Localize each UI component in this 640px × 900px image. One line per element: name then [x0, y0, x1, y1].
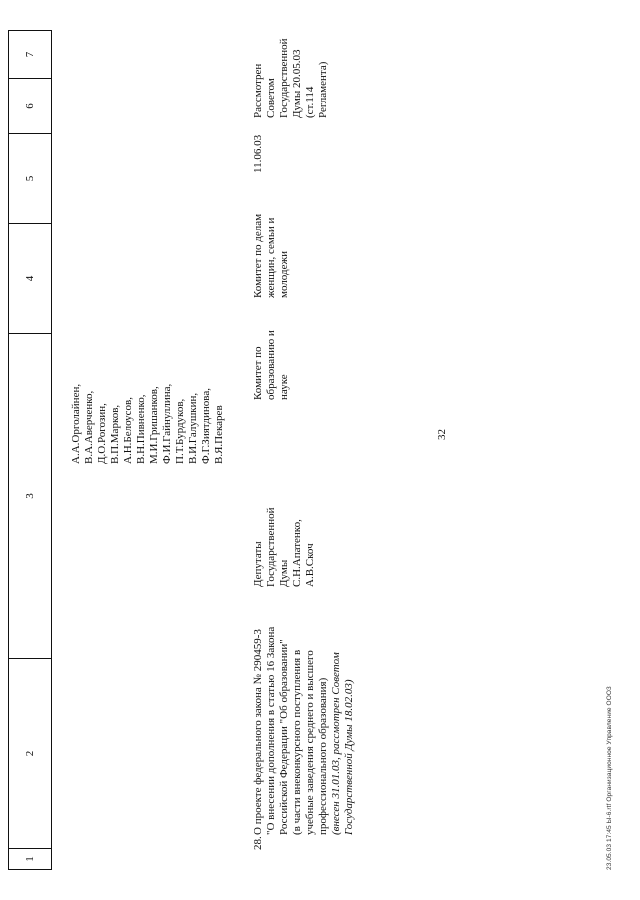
bill-authors: Депутаты Государственной Думы С.Н.Апатенко, А.В.Скоч [252, 507, 316, 587]
column-header-5: 5 [9, 134, 51, 224]
footer-stamp: 23.05.03 17:45 Ы-6.rtf Организационное Управление ООО3 [606, 686, 613, 870]
column-header-7: 7 [9, 31, 51, 79]
column-header-3: 3 [9, 334, 51, 659]
consideration-date: 11.06.03 [252, 134, 264, 173]
remark: Рассмотрен Советом Государственной Думы 20.05.03 (ст.114 Регламента) [252, 38, 329, 118]
column-header-row [8, 30, 52, 870]
column-header-6: 6 [9, 79, 51, 134]
bill-title: О проекте федерального закона № 290459-3 "О внесении дополнения в статью 16 Закона Российской Федерации "Об образовании" (в части внеконкурсного поступления в учебные заведения среднего и высшего профессионального образования) [252, 626, 329, 835]
bill-note: (внесен 31.01.03, рассмотрен Советом Государственной Думы 18.02.03) [330, 652, 355, 835]
committee-responsible: Комитет по образованию и науке [252, 330, 290, 400]
column-header-2: 2 [9, 659, 51, 849]
rotated-sheet [0, 30, 640, 880]
row-number: 28. [252, 836, 264, 850]
page-number: 32 [436, 429, 448, 440]
column-header-4: 4 [9, 224, 51, 334]
continuation-authors: А.А.Орголайнен, В.А.Аверченко, Д.О.Рогозин, В.П.Марков, А.Н.Белоусов, В.Н.Пивненко, М.И.Гришанков, Ф.И.Гайнуллина, П.Т.Бурдуков, В.И.Галушкин, Ф.Г.Зиятдинова, В.Я.Пекарев [70, 383, 225, 464]
committee-coexecutor: Комитет по делам женщин, семьи и молодежи [252, 213, 290, 298]
column-header-1: 1 [24, 856, 36, 862]
